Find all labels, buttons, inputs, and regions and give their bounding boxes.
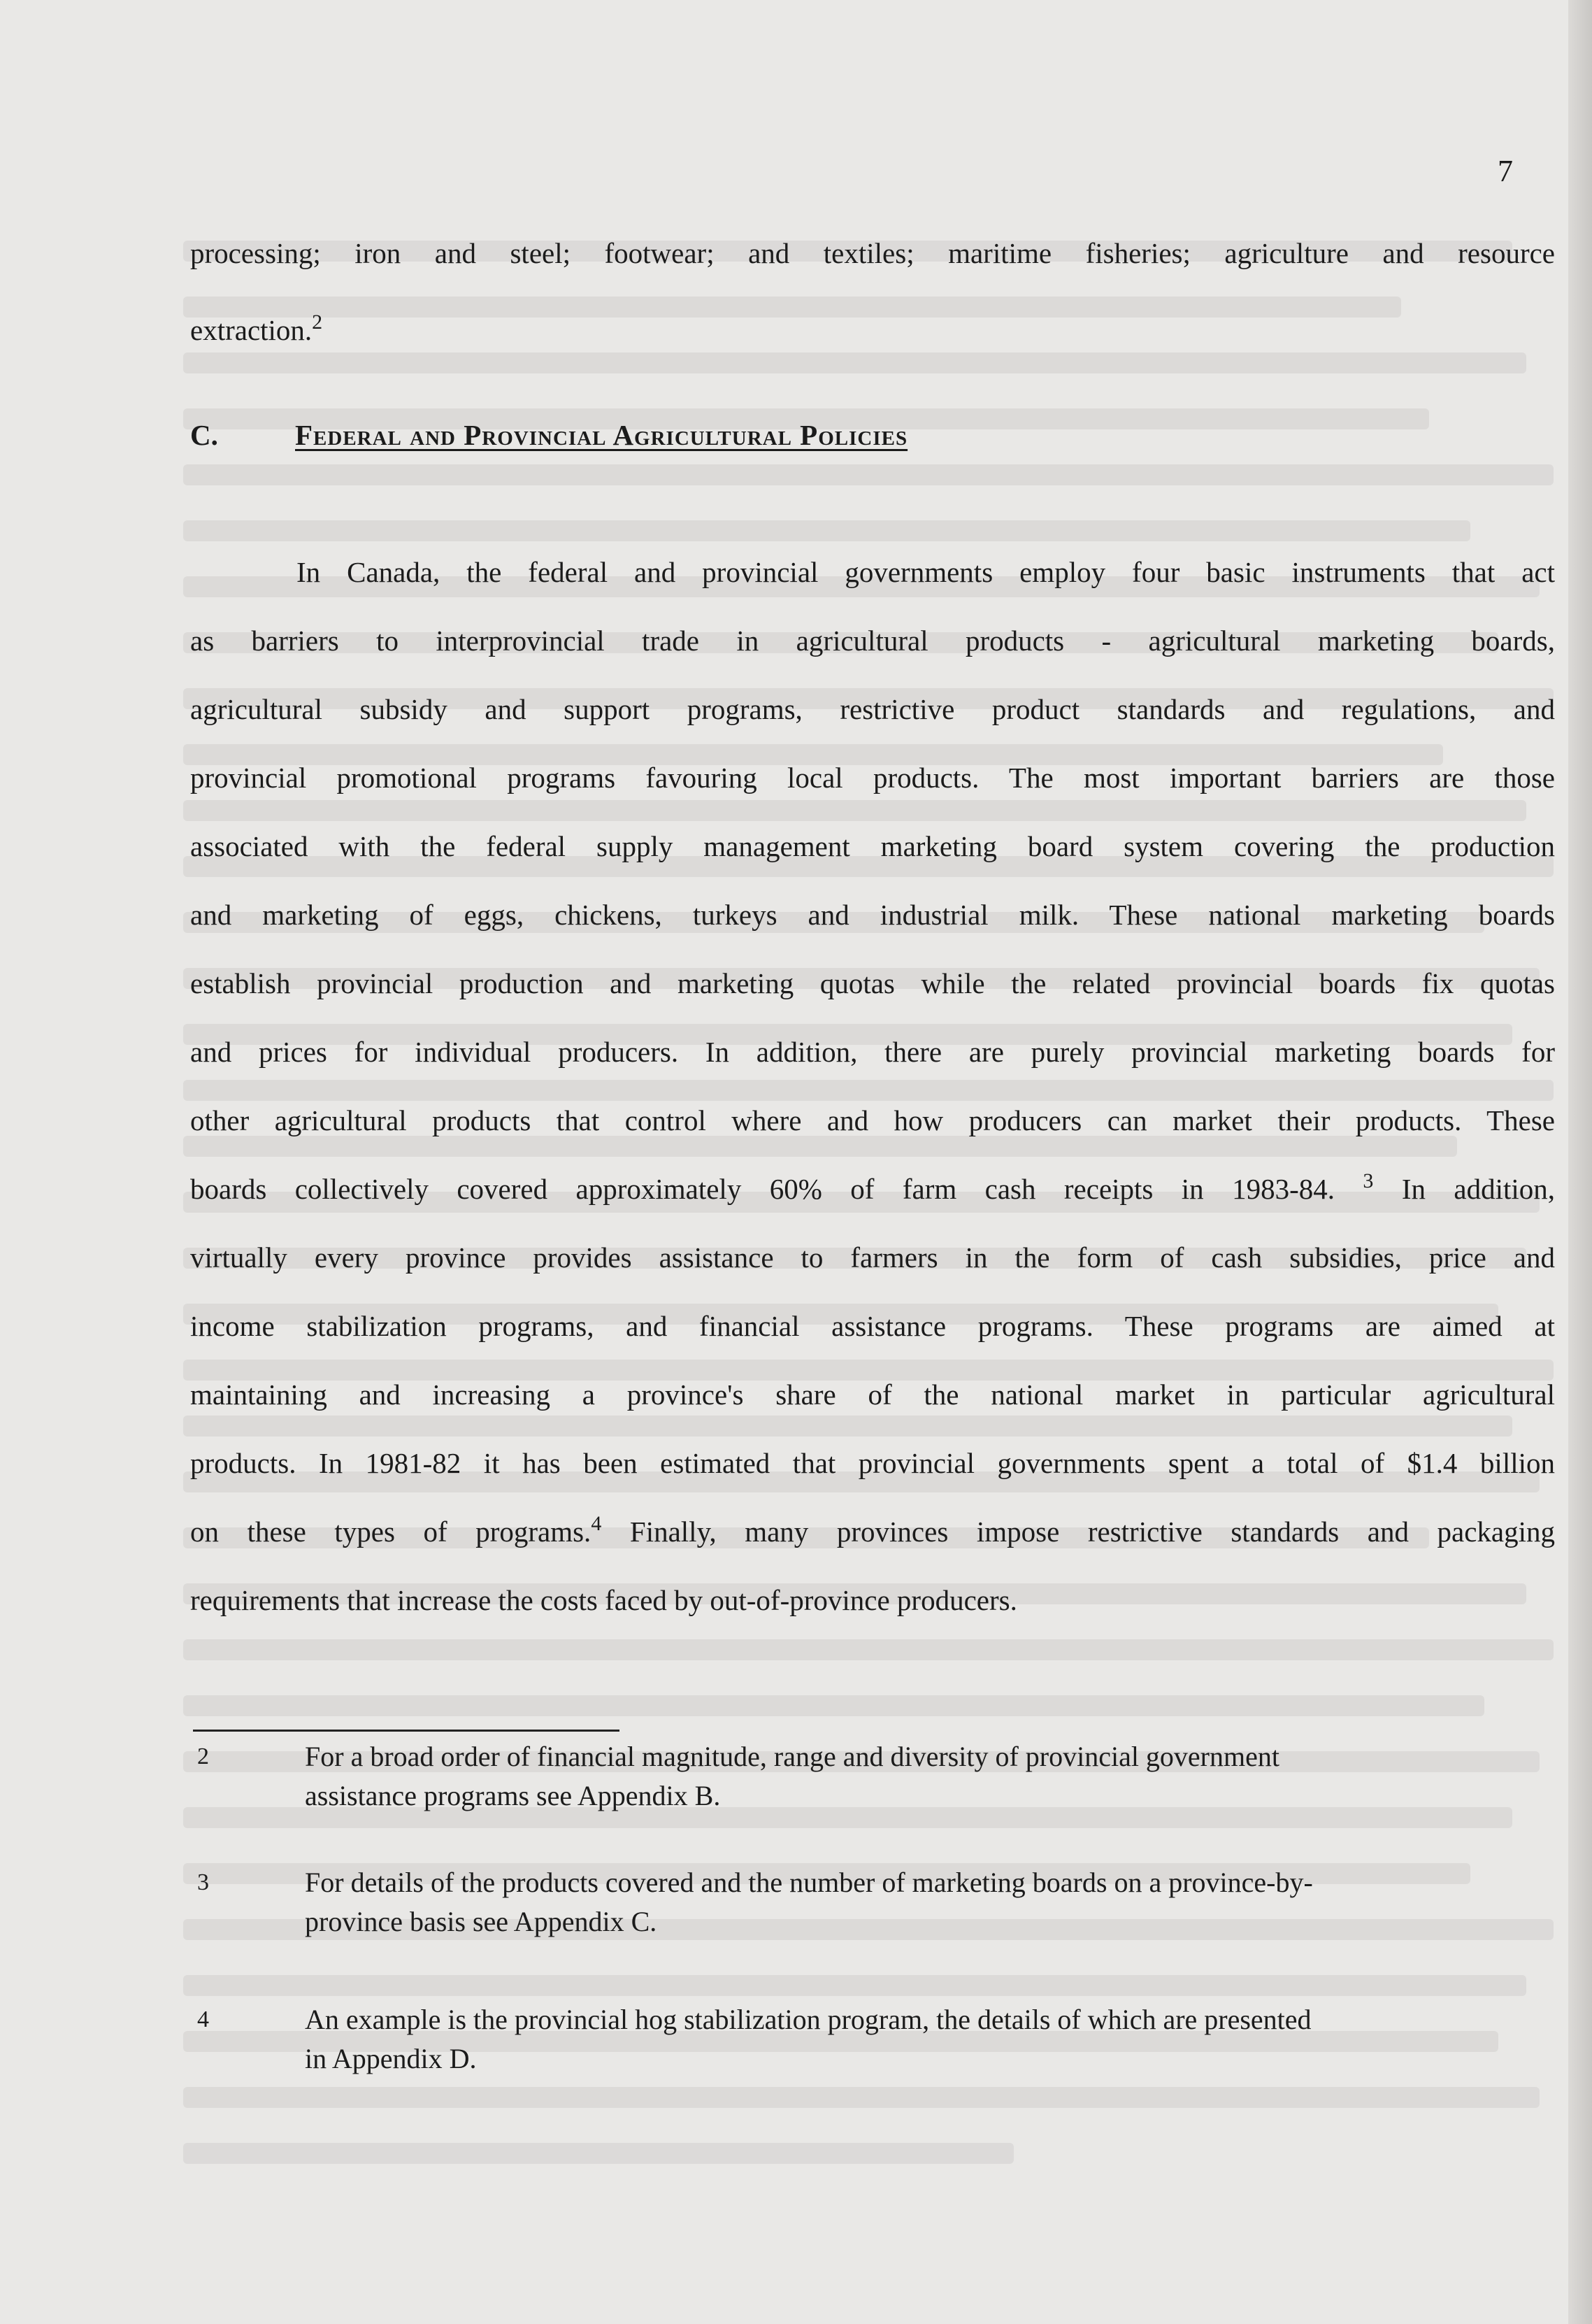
body-line: and prices for individual producers. In addition, there are purely provincial marketing boards for <box>190 1036 1555 1068</box>
footnote-text <box>305 1737 1549 1816</box>
body-line <box>190 1513 1555 1550</box>
page-edge-shadow <box>1568 0 1592 2324</box>
section-letter: C. <box>190 419 218 451</box>
body-line <box>190 1171 1555 1207</box>
footnote-text <box>305 1863 1549 1941</box>
body-line: products. In 1981-82 it has been estimated that provincial governments spent a total of $1.4 billion <box>190 1447 1555 1479</box>
body-line: as barriers to interprovincial trade in agricultural products - agricultural marketing boards, <box>190 625 1555 657</box>
body-line: requirements that increase the costs faced by out-of-province producers. <box>190 1584 1017 1616</box>
body-text: Finally, many provinces impose restrictive standards and packaging <box>629 1516 1555 1548</box>
body-line: provincial promotional programs favouring local products. The most important barriers are those <box>190 762 1555 794</box>
body-line: establish provincial production and marketing quotas while the related provincial boards fix quotas <box>190 967 1555 999</box>
body-text: on these types of programs. <box>190 1516 591 1548</box>
body-text: In addition, <box>1401 1173 1555 1205</box>
footnote-line: in Appendix D. <box>305 2043 477 2074</box>
footnote-separator <box>193 1730 619 1732</box>
footnote-number: 2 <box>197 1744 209 1769</box>
section-heading <box>190 417 908 453</box>
footnote-ref: 2 <box>312 311 323 334</box>
footnote-line: assistance programs see Appendix B. <box>305 1780 721 1811</box>
body-line <box>190 312 1555 348</box>
footnote-line: For details of the products covered and the number of marketing boards on a province-by- <box>305 1867 1313 1898</box>
footnote-line: An example is the provincial hog stabilization program, the details of which are presented <box>305 2004 1312 2035</box>
footnote-ref: 4 <box>591 1512 602 1535</box>
body-line: In Canada, the federal and provincial governments employ four basic instruments that act <box>296 556 1555 588</box>
body-line: processing; iron and steel; footwear; and textiles; maritime fisheries; agriculture and resource <box>190 237 1555 269</box>
footnote-ref: 3 <box>1363 1169 1374 1192</box>
footnote-number: 3 <box>197 1869 209 1895</box>
body-text: extraction. <box>190 314 313 346</box>
page-number: 7 <box>1498 154 1513 188</box>
footnote-text <box>305 2000 1549 2079</box>
body-line: virtually every province provides assistance to farmers in the form of cash subsidies, price and <box>190 1241 1555 1274</box>
body-line: income stabilization programs, and financial assistance programs. These programs are aimed at <box>190 1310 1555 1342</box>
footnote-line: province basis see Appendix C. <box>305 1906 657 1937</box>
footnote-number: 4 <box>197 2006 209 2032</box>
body-line: other agricultural products that control where and how producers can market their products. These <box>190 1104 1555 1136</box>
body-line: agricultural subsidy and support programs, restrictive product standards and regulations, and <box>190 693 1555 725</box>
body-line: and marketing of eggs, chickens, turkeys and industrial milk. These national marketing boards <box>190 899 1555 931</box>
body-text: boards collectively covered approximately 60% of farm cash receipts in 1983-84. <box>190 1173 1335 1205</box>
section-title: Federal and Provincial Agricultural Policies <box>295 419 908 451</box>
body-line: associated with the federal supply management marketing board system covering the production <box>190 830 1555 862</box>
body-line: maintaining and increasing a province's share of the national market in particular agricultural <box>190 1378 1555 1411</box>
footnote-line: For a broad order of financial magnitude, range and diversity of provincial government <box>305 1741 1279 1772</box>
